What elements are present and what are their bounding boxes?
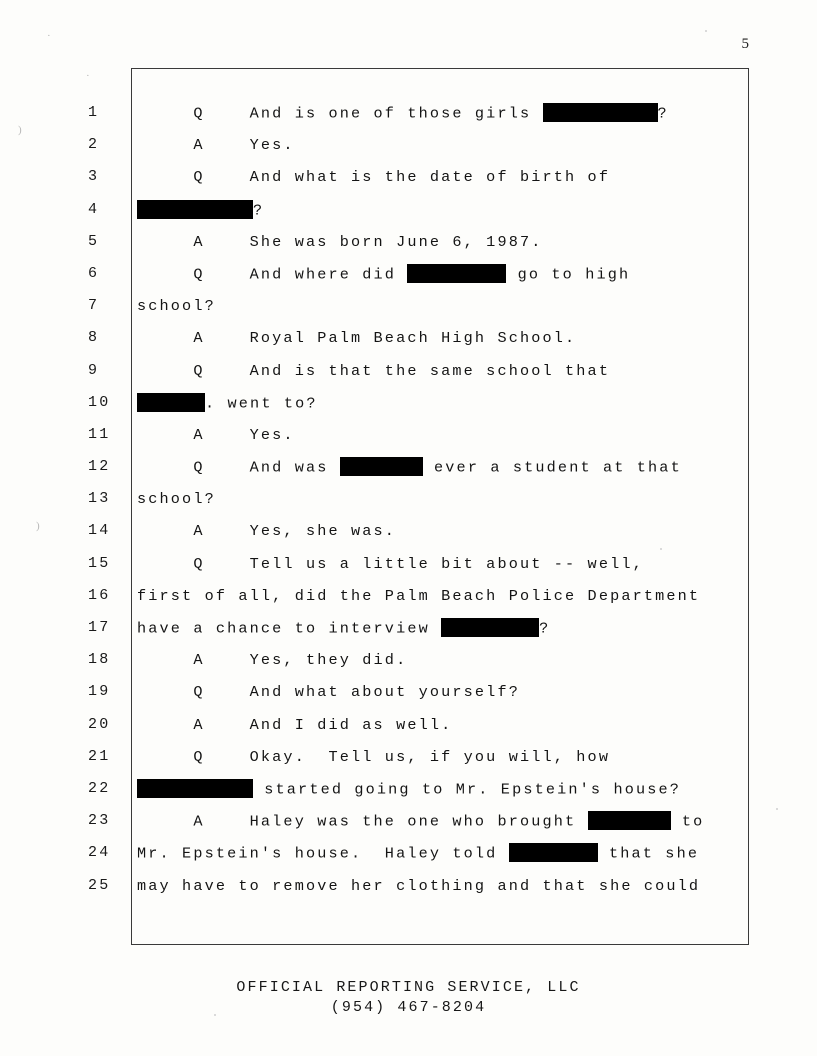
line-text-pre: A Haley was the one who brought — [137, 812, 588, 831]
line-text — [137, 136, 295, 154]
transcript-line — [0, 683, 817, 715]
line-text-pre: A Yes. — [137, 136, 295, 155]
line-number: 5 — [88, 232, 100, 250]
line-text-pre: A And I did as well. — [137, 715, 453, 734]
line-number: 6 — [88, 264, 100, 282]
transcript-line — [0, 168, 817, 200]
transcript-line — [0, 716, 817, 748]
line-text-pre: have a chance to interview — [137, 619, 442, 638]
line-text-post: ? — [657, 104, 669, 123]
transcript-line — [0, 780, 817, 812]
line-text-pre: Mr. Epstein's house. Haley told — [137, 844, 509, 863]
line-text — [137, 201, 264, 220]
line-text-pre: A Yes, they did. — [137, 651, 408, 670]
redaction-bar — [137, 393, 205, 412]
page-number: 5 — [741, 36, 749, 52]
line-text-pre: may have to remove her clothing and that she could — [137, 876, 701, 895]
line-text-pre: Q And where did — [137, 265, 408, 284]
line-text — [137, 394, 318, 413]
line-text-pre: A Yes, she was. — [137, 522, 397, 541]
line-text — [137, 555, 644, 573]
footer-company: OFFICIAL REPORTING SERVICE, LLC — [236, 979, 581, 996]
redaction-bar — [509, 843, 598, 862]
transcript-line — [0, 201, 817, 233]
scan-artifact: ) — [18, 124, 22, 136]
line-text — [137, 716, 452, 734]
line-text-pre: school? — [137, 490, 216, 509]
redaction-bar — [543, 103, 658, 122]
line-text — [137, 297, 216, 315]
transcript-line — [0, 619, 817, 651]
transcript-line — [0, 490, 817, 522]
transcript-line — [0, 394, 817, 426]
line-text — [137, 587, 700, 605]
transcript-line — [0, 362, 817, 394]
transcript-line — [0, 812, 817, 844]
footer-phone: (954) 467-8204 — [330, 999, 487, 1016]
line-number: 8 — [88, 329, 100, 347]
page-footer — [0, 978, 817, 1018]
transcript-line — [0, 877, 817, 909]
transcript-line — [0, 651, 817, 683]
transcript-line — [0, 265, 817, 297]
transcript-line — [0, 458, 817, 490]
redaction-bar — [137, 779, 253, 798]
line-text — [137, 748, 610, 766]
line-number: 13 — [88, 490, 111, 508]
line-text-pre: A Yes. — [137, 425, 295, 444]
line-number: 24 — [88, 844, 111, 862]
scan-artifact: · — [47, 30, 51, 42]
line-number: 11 — [88, 425, 111, 443]
scan-speckle — [705, 30, 707, 32]
line-text-pre: A She was born June 6, 1987. — [137, 232, 543, 251]
line-number: 9 — [88, 361, 100, 379]
line-number: 10 — [88, 393, 111, 411]
line-text-pre: Q And is that the same school that — [137, 361, 611, 380]
line-number: 17 — [88, 619, 111, 636]
line-number: 16 — [88, 586, 111, 604]
line-text-post: go to high — [506, 265, 631, 284]
line-text — [137, 683, 520, 701]
line-text — [137, 265, 630, 284]
redaction-bar — [340, 457, 423, 476]
line-number: 12 — [88, 458, 111, 476]
transcript-line — [0, 104, 817, 136]
transcript-line — [0, 844, 817, 876]
transcript-body — [0, 104, 817, 909]
line-text — [137, 329, 576, 347]
line-text — [137, 233, 543, 251]
redaction-bar — [588, 811, 671, 830]
line-text-post: ever a student at that — [422, 458, 682, 477]
transcript-line — [0, 426, 817, 458]
line-text — [137, 458, 682, 477]
redaction-bar — [407, 264, 506, 283]
line-number: 19 — [88, 683, 111, 701]
transcript-line — [0, 748, 817, 780]
line-text — [137, 619, 550, 638]
line-number: 25 — [88, 876, 111, 894]
line-text-pre: first of all, did the Palm Beach Police Department — [137, 586, 701, 605]
line-text — [137, 168, 610, 186]
line-number: 22 — [88, 779, 111, 797]
redaction-bar — [137, 200, 253, 219]
line-number: 18 — [88, 651, 111, 669]
scan-artifact: · — [86, 70, 90, 82]
transcript-line — [0, 587, 817, 619]
line-text — [137, 426, 295, 444]
line-number: 4 — [88, 200, 100, 218]
line-text — [137, 651, 407, 669]
transcript-line — [0, 522, 817, 554]
line-text — [137, 844, 699, 863]
line-number: 23 — [88, 812, 111, 830]
line-number: 20 — [88, 715, 111, 733]
line-text-pre: Q Okay. Tell us, if you will, how — [137, 747, 611, 766]
redaction-bar — [441, 618, 539, 637]
line-text-pre: Q And what about yourself? — [137, 683, 520, 702]
line-text — [137, 522, 396, 540]
line-text — [137, 780, 681, 799]
line-number: 1 — [88, 104, 100, 121]
scan-artifact: ) — [36, 520, 40, 532]
line-text-post: ? — [253, 201, 265, 220]
transcript-line — [0, 297, 817, 329]
line-number: 21 — [88, 747, 111, 765]
line-text-pre: Q And was — [137, 458, 340, 477]
line-text — [137, 104, 669, 123]
line-number: 3 — [88, 168, 100, 186]
line-text-pre: Q Tell us a little bit about -- well, — [137, 554, 644, 573]
line-number: 15 — [88, 554, 111, 572]
line-text-post: that she — [597, 844, 700, 863]
line-text — [137, 362, 610, 380]
line-text — [137, 812, 704, 831]
line-number: 7 — [88, 297, 100, 315]
line-text-post: started going to Mr. Epstein's house? — [253, 780, 682, 799]
line-text-pre: A Royal Palm Beach High School. — [137, 329, 577, 348]
line-text-post: . went to? — [205, 394, 318, 413]
transcript-line — [0, 136, 817, 168]
line-number: 2 — [88, 136, 100, 154]
line-text-post: ? — [539, 619, 551, 638]
line-text-pre: Q And what is the date of birth of — [137, 168, 611, 187]
transcript-line — [0, 329, 817, 361]
line-text-post: to — [670, 812, 705, 831]
line-text-pre: school? — [137, 297, 216, 316]
transcript-line — [0, 233, 817, 265]
line-text — [137, 490, 216, 508]
line-text — [137, 877, 700, 895]
line-number: 14 — [88, 522, 111, 540]
line-text-pre: Q And is one of those girls — [137, 104, 543, 123]
transcript-line — [0, 555, 817, 587]
